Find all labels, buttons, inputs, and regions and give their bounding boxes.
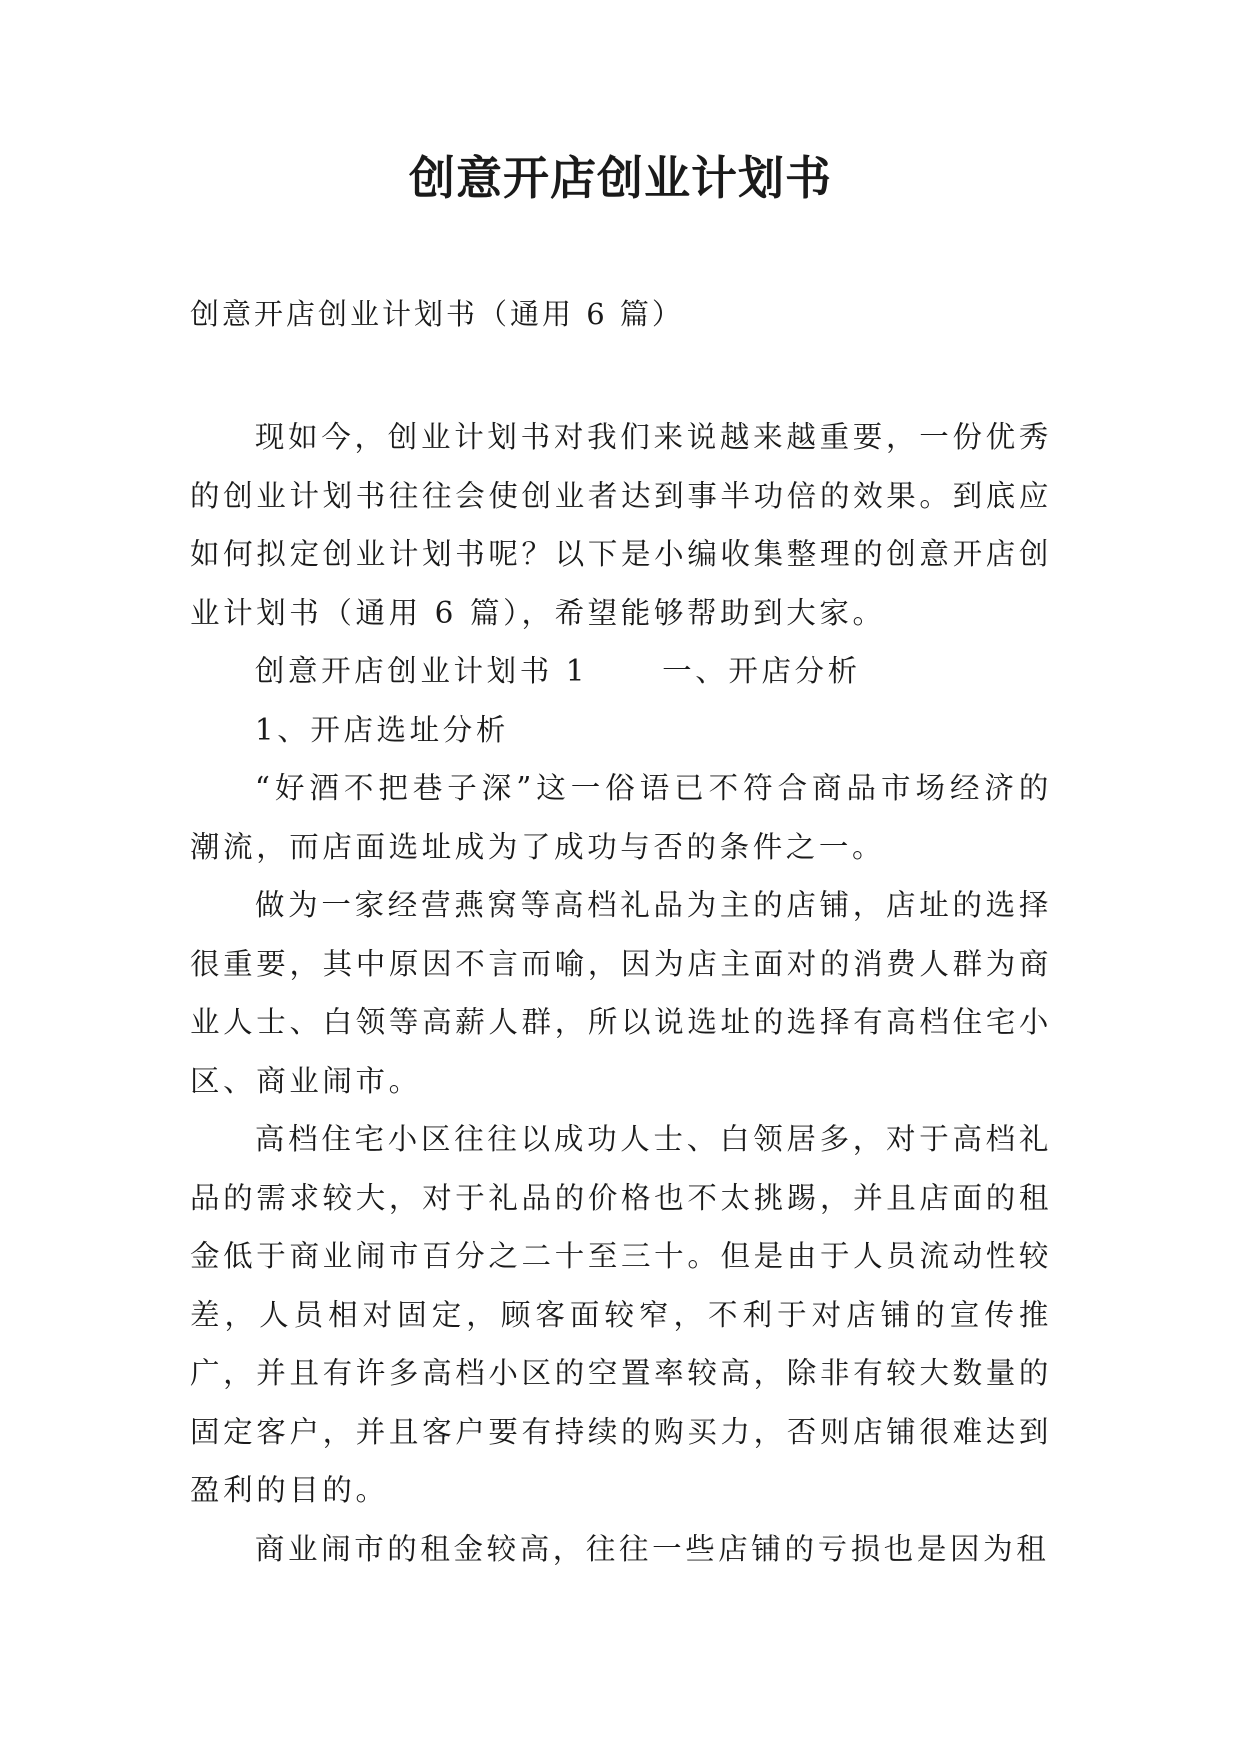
body-paragraph-2: 做为一家经营燕窝等高档礼品为主的店铺，店址的选择很重要，其中原因不言而喻，因为店主面对的消费人群为商业人士、白领等高薪人群，所以说选址的选择有高档住宅小区、商业闹市。	[190, 888, 1052, 1098]
document-subtitle: 创意开店创业计划书（通用 6 篇）	[190, 297, 684, 331]
body-paragraph-4: 商业闹市的租金较高，往往一些店铺的亏损也是因为租	[254, 1531, 1050, 1566]
body-paragraph-1: “好酒不把巷子深”这一俗语已不符合商品市场经济的潮流，而店面选址成为了成功与否的条件之一。	[190, 771, 1052, 864]
sub-heading: 1、开店选址分析	[254, 712, 509, 747]
intro-paragraph: 现如今，创业计划书对我们来说越来越重要，一份优秀的创业计划书往往会使创业者达到事半功倍的效果。到底应如何拟定创业计划书呢？以下是小编收集整理的创意开店创业计划书（通用 6 篇），希望能够帮助到大家。	[190, 420, 1052, 630]
document-body	[190, 408, 1052, 1578]
document-title: 创意开店创业计划书	[409, 151, 832, 205]
section-heading-line	[190, 642, 1052, 701]
section-title: 创意开店创业计划书 1	[254, 654, 589, 688]
section-heading: 一、开店分析	[662, 654, 861, 688]
body-paragraph-3: 高档住宅小区往往以成功人士、白领居多，对于高档礼品的需求较大，对于礼品的价格也不太挑踢，并且店面的租金低于商业闹市百分之二十至三十。但是由于人员流动性较差，人员相对固定，顾客面较窄，不利于对店铺的宣传推广，并且有许多高档小区的空置率较高，除非有较大数量的固定客户，并且客户要有持续的购买力，否则店铺很难达到盈利的目的。	[190, 1122, 1052, 1507]
